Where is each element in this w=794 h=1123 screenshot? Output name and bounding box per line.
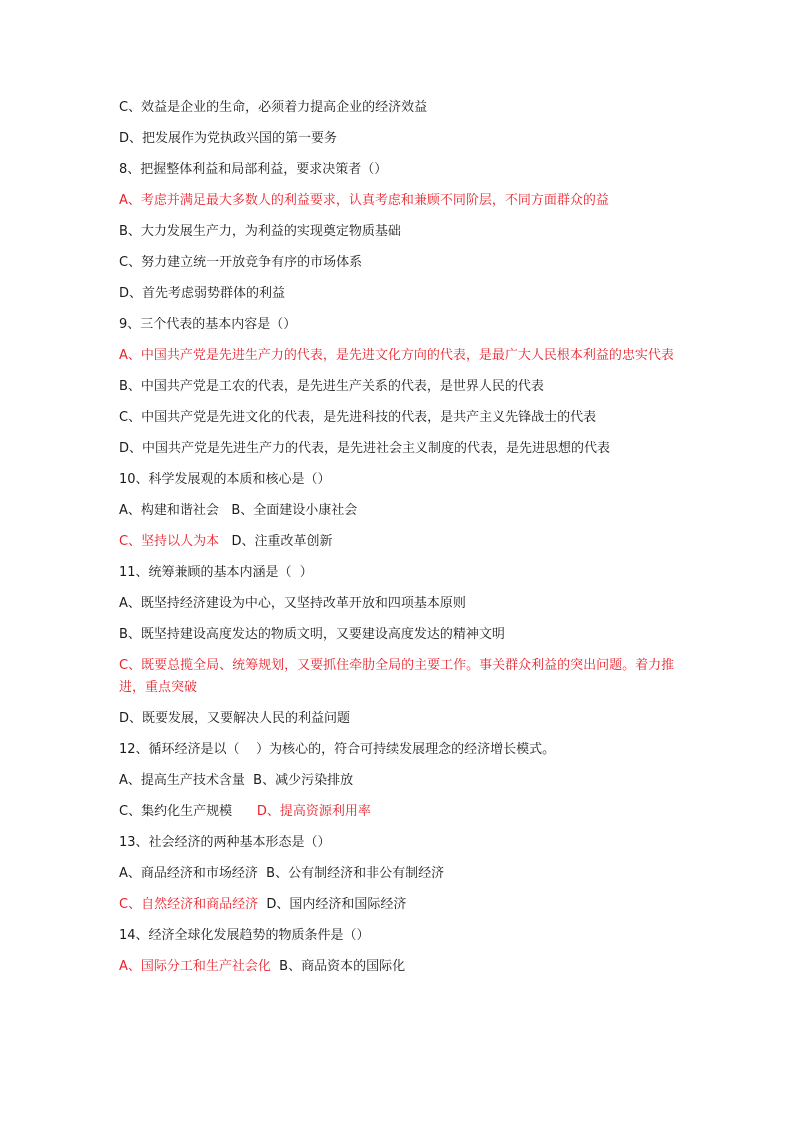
options-cd-q10	[119, 531, 679, 553]
question-9: 9、三个代表的基本内容是（）	[119, 317, 297, 332]
answer-c-q10: C、坚持以人为本	[119, 534, 220, 549]
option-a-q11: A、既坚持经济建设为中心，又坚持改革开放和四项基本原则	[119, 596, 466, 611]
question-10: 10、科学发展观的本质和核心是（）	[119, 472, 331, 487]
options-ab-q10	[119, 500, 679, 522]
option-c-q12: C、集约化生产规模	[119, 804, 233, 819]
option-b-q9: B、中国共产党是工农的代表，是先进生产关系的代表，是世界人民的代表	[119, 379, 544, 394]
option-b-q8: B、大力发展生产力，为利益的实现奠定物质基础	[119, 224, 401, 239]
question-14: 14、经济全球化发展趋势的物质条件是（）	[119, 928, 370, 943]
option-c-q8: C、努力建立统一开放竞争有序的市场体系	[119, 255, 363, 270]
option-d-q13: D、国内经济和国际经济	[266, 897, 407, 912]
options-cd-q13	[119, 894, 679, 916]
option-a-q12: A、提高生产技术含量	[119, 773, 245, 788]
answer-a-q14: A、国际分工和生产社会化	[119, 959, 271, 974]
option-c-q7: C、效益是企业的生命，必须着力提高企业的经济效益	[119, 100, 428, 115]
question-list	[119, 97, 679, 978]
option-d-q7: D、把发展作为党执政兴国的第一要务	[119, 131, 338, 146]
question-13: 13、社会经济的两种基本形态是（）	[119, 835, 331, 850]
option-b-q13: B、公有制经济和非公有制经济	[266, 866, 445, 881]
options-ab-q14	[119, 956, 679, 978]
option-a-q13: A、商品经济和市场经济	[119, 866, 258, 881]
option-d-q8: D、首先考虑弱势群体的利益	[119, 286, 286, 301]
option-b-q14: B、商品资本的国际化	[279, 959, 406, 974]
answer-d-q12: D、提高资源利用率	[256, 804, 371, 819]
answer-c-q11: C、既要总揽全局、统筹规划，又要抓住牵肋全局的主要工作。事关群众利益的突出问题。着力推进，重点突破	[119, 658, 675, 695]
option-c-q9: C、中国共产党是先进文化的代表，是先进科技的代表，是共产主义先锋战士的代表	[119, 410, 597, 425]
answer-a-q9: A、中国共产党是先进生产力的代表，是先进文化方向的代表，是最广大人民根本利益的忠实代表	[119, 348, 674, 363]
option-b-q10: B、全面建设小康社会	[231, 503, 358, 518]
options-ab-q13	[119, 863, 679, 885]
option-b-q11: B、既坚持建设高度发达的物质文明，又要建设高度发达的精神文明	[119, 627, 505, 642]
answer-c-q13: C、自然经济和商品经济	[119, 897, 259, 912]
option-a-q10: A、构建和谐社会	[119, 503, 219, 518]
question-12: 12、循环经济是以（ ）为核心的，符合可持续发展理念的经济增长模式。	[119, 742, 556, 757]
options-ab-q12	[119, 770, 679, 792]
question-11: 11、统筹兼顾的基本内涵是（ ）	[119, 565, 313, 580]
options-cd-q12	[119, 801, 679, 823]
option-d-q11: D、既要发展，又要解决人民的利益问题	[119, 711, 351, 726]
answer-a-q8: A、考虑并满足最大多数人的利益要求，认真考虑和兼顾不同阶层，不同方面群众的益	[119, 193, 609, 208]
option-b-q12: B、减少污染排放	[253, 773, 354, 788]
option-d-q10: D、注重改革创新	[231, 534, 333, 549]
option-d-q9: D、中国共产党是先进生产力的代表，是先进社会主义制度的代表，是先进思想的代表	[119, 441, 611, 456]
question-8: 8、把握整体利益和局部利益，要求决策者（）	[119, 162, 388, 177]
